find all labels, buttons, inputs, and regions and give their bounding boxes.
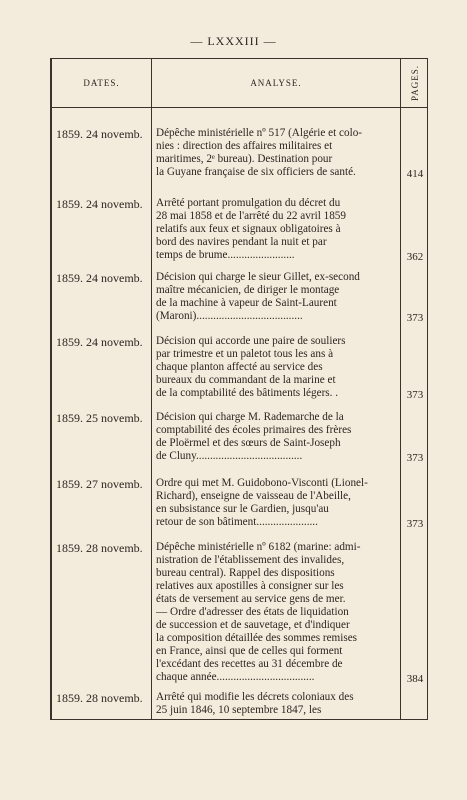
column-header-pages-label: PAGES. xyxy=(410,65,420,101)
analysis-line: chaque planton affecté au service des xyxy=(156,361,323,373)
analysis-line: temps de brume........................ xyxy=(156,249,295,261)
analysis-line: (Maroni)...................................... xyxy=(156,310,303,322)
analysis-line: états de versement au service gens de mer. xyxy=(156,593,346,605)
index-table xyxy=(50,58,428,720)
analysis-line: Dépêche ministérielle nº 6182 (marine: admi- xyxy=(156,541,361,553)
column-header-analyse: ANALYSE. xyxy=(250,78,302,88)
analysis-line: de Cluny...................................... xyxy=(156,450,303,462)
analysis-line: de la machine à vapeur de Saint-Laurent xyxy=(156,297,337,309)
analysis-line: Richard), enseigne de vaisseau de l'Abeille, xyxy=(156,490,351,502)
column-header-dates: DATES. xyxy=(83,78,120,88)
analysis-line: par trimestre et un paletot tous les ans à xyxy=(156,348,334,360)
analysis-line: bord des navires pendant la nuit et par xyxy=(156,236,327,248)
analysis-line: en subsistance sur le Gardien, jusqu'au xyxy=(156,503,329,515)
entry-analysis xyxy=(156,335,396,400)
entry-date: 1859. 27 novemb. xyxy=(56,477,143,491)
analysis-line: de la comptabilité des bâtiments légers. . xyxy=(156,387,339,399)
analysis-line: 28 mai 1858 et de l'arrêté du 22 avril 1859 xyxy=(156,210,346,222)
column-header-pages xyxy=(401,59,429,107)
entry-date: 1859. 24 novemb. xyxy=(56,335,143,349)
analysis-line: relatifs aux feux et signaux obligatoires à xyxy=(156,223,341,235)
analysis-line: comptabilité des écoles primaires des frères xyxy=(156,424,352,436)
analysis-line: Arrêté qui modifie les décrets coloniaux des xyxy=(156,691,354,703)
entry-date: 1859. 28 novemb. xyxy=(56,541,143,555)
analysis-line: retour de son bâtiment...................... xyxy=(156,516,318,528)
entry-date: 1859. 24 novemb. xyxy=(56,271,143,285)
entry-page-number: 373 xyxy=(406,518,424,530)
analysis-line: de Ploërmel et des sœurs de Saint-Joseph xyxy=(156,437,341,449)
analysis-line: 25 juin 1846, 10 septembre 1847, les xyxy=(156,704,322,716)
analysis-line: Ordre qui met M. Guidobono-Visconti (Lionel- xyxy=(156,477,368,489)
analysis-line: maritimes, 2ᵉ bureau). Destination pour xyxy=(156,153,333,165)
analysis-line: Dépêche ministérielle nº 517 (Algérie et colo- xyxy=(156,127,363,139)
analysis-line: Décision qui accorde une paire de souliers xyxy=(156,335,346,347)
analysis-line: la composition détaillée des sommes remises xyxy=(156,632,358,644)
entry-analysis xyxy=(156,271,396,323)
entry-date: 1859. 24 novemb. xyxy=(56,127,143,141)
page-number: — LXXXIII — xyxy=(190,34,277,48)
analysis-line: de succession et de sauvetage, et d'indiquer xyxy=(156,619,350,631)
entry-page-number: 362 xyxy=(406,251,424,263)
entry-date: 1859. 28 novemb. xyxy=(56,691,143,705)
column-divider xyxy=(151,59,152,719)
analysis-line: bureau central). Rappel des dispositions xyxy=(156,567,335,579)
analysis-line: bureaux du commandant de la marine et xyxy=(156,374,336,386)
entry-page-number: 384 xyxy=(406,673,424,685)
entry-page-number: 414 xyxy=(406,168,424,180)
analysis-line: Arrêté portant promulgation du décret du xyxy=(156,197,341,209)
entry-analysis xyxy=(156,541,396,684)
analysis-line: Décision qui charge le sieur Gillet, ex-second xyxy=(156,271,360,283)
entry-analysis xyxy=(156,691,396,717)
analysis-line: chaque année................................... xyxy=(156,671,315,683)
analysis-line: Décision qui charge M. Rademarche de la xyxy=(156,411,344,423)
entry-analysis xyxy=(156,411,396,463)
entry-date: 1859. 25 novemb. xyxy=(56,411,143,425)
analysis-line: nies : direction des affaires militaires et xyxy=(156,140,333,152)
analysis-line: la Guyane française de six officiers de santé. xyxy=(156,166,356,178)
analysis-line: relatives aux apostilles à consigner sur les xyxy=(156,580,344,592)
analysis-line: maître mécanicien, de diriger le montage xyxy=(156,284,340,296)
entry-page-number: 373 xyxy=(406,389,424,401)
analysis-line: l'excédant des recettes au 31 décembre de xyxy=(156,658,343,670)
entry-analysis xyxy=(156,197,396,262)
entry-analysis xyxy=(156,477,396,529)
entry-date: 1859. 24 novemb. xyxy=(56,197,143,211)
analysis-line: en France, ainsi que de celles qui forment xyxy=(156,645,343,657)
analysis-line: nistration de l'établissement des invalides, xyxy=(156,554,345,566)
analysis-line: — Ordre d'adresser des états de liquidation xyxy=(156,606,349,618)
entry-page-number: 373 xyxy=(406,452,424,464)
header-divider xyxy=(52,107,427,108)
entry-analysis xyxy=(156,127,396,179)
entry-page-number: 373 xyxy=(406,312,424,324)
